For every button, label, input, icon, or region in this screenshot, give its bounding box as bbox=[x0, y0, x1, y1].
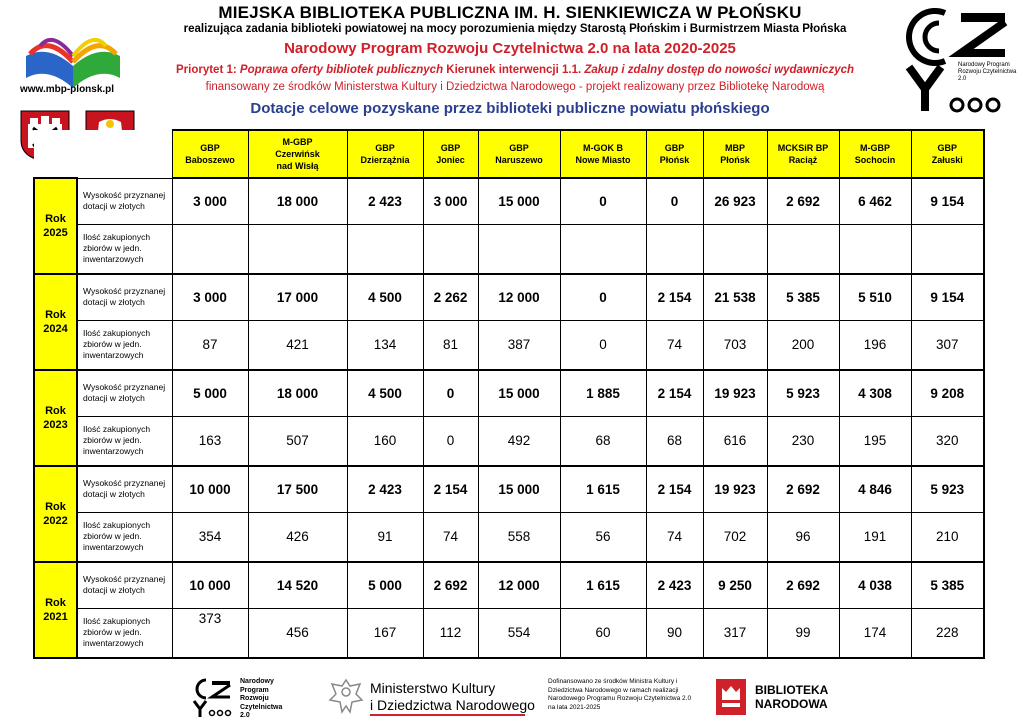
row-label-zbiory: Ilość zakupionych zbiorów w jedn. inwentarzowych bbox=[77, 512, 172, 562]
footer-nprc-text: Narodowy Program Rozwoju Czytelnictwa 2.0 bbox=[240, 678, 283, 719]
cofinance-text: Dofinansowano ze środków Ministra Kultury i Dziedzictwa Narodowego w ramach realizacji Narodowego Programu Rozwoju Czytelnictwa 2.0 na lata 2021-2025 bbox=[548, 678, 692, 711]
row-label-dotacja: Wysokość przyznanej dotacji w złotych bbox=[77, 178, 172, 224]
zbiory-cell: 373 bbox=[172, 608, 248, 658]
zbiory-cell: 0 bbox=[560, 320, 646, 370]
footer-nprc-icon bbox=[192, 678, 234, 718]
year-cell bbox=[34, 274, 77, 370]
dotacja-cell: 0 bbox=[560, 274, 646, 321]
dotacja-cell: 5 000 bbox=[347, 562, 423, 609]
library-name-line: GBP bbox=[509, 143, 529, 153]
dotacja-cell: 0 bbox=[646, 178, 703, 224]
library-name-line: M-GBP bbox=[282, 137, 313, 147]
dotacja-cell: 12 000 bbox=[478, 274, 560, 321]
row-label-zbiory: Ilość zakupionych zbiorów w jedn. inwentarzowych bbox=[77, 608, 172, 658]
zbiory-cell: 210 bbox=[911, 512, 984, 562]
zbiory-cell: 421 bbox=[248, 320, 347, 370]
library-header bbox=[911, 130, 984, 178]
library-name-line: Dzierzążnia bbox=[360, 155, 410, 165]
year-label: Rok bbox=[45, 596, 66, 609]
dotacja-cell: 4 500 bbox=[347, 274, 423, 321]
zbiory-cell bbox=[703, 224, 767, 274]
library-name-line: Płońsk bbox=[720, 155, 750, 165]
bn-text bbox=[755, 683, 828, 711]
section-heading: Dotacje celowe pozyskane przez biblioteki publiczne powiatu płońskiego bbox=[250, 100, 770, 117]
table-row-dotacja bbox=[34, 178, 984, 224]
library-name-line: GBP bbox=[375, 143, 395, 153]
table-row-dotacja bbox=[34, 274, 984, 321]
table-row-zbiory bbox=[34, 320, 984, 370]
table-row-dotacja bbox=[34, 370, 984, 417]
row-label-dotacja: Wysokość przyznanej dotacji w złotych bbox=[77, 466, 172, 513]
dotacja-cell: 26 923 bbox=[703, 178, 767, 224]
nprc-logo-text: Narodowy Program Rozwoju Czytelnictwa 2.0 bbox=[958, 62, 1017, 82]
table-row-dotacja bbox=[34, 466, 984, 513]
year-label: Rok bbox=[45, 212, 66, 225]
row-label-dotacja: Wysokość przyznanej dotacji w złotych bbox=[77, 562, 172, 609]
library-header bbox=[767, 130, 839, 178]
dotacja-cell: 5 510 bbox=[839, 274, 911, 321]
zbiory-cell bbox=[423, 224, 478, 274]
dotacja-cell: 9 208 bbox=[911, 370, 984, 417]
dotacja-cell: 10 000 bbox=[172, 562, 248, 609]
library-name-line: Nowe Miasto bbox=[575, 155, 631, 165]
zbiory-cell bbox=[248, 224, 347, 274]
zbiory-cell: 96 bbox=[767, 512, 839, 562]
zbiory-cell bbox=[839, 224, 911, 274]
dotacja-cell: 2 154 bbox=[423, 466, 478, 513]
library-name-line: Załuski bbox=[931, 155, 963, 165]
header-corner bbox=[34, 130, 172, 178]
zbiory-cell: 507 bbox=[248, 416, 347, 466]
grants-table bbox=[33, 129, 985, 659]
dotacja-cell: 6 462 bbox=[839, 178, 911, 224]
library-name-line: Naruszewo bbox=[495, 155, 543, 165]
zbiory-cell: 112 bbox=[423, 608, 478, 658]
bn-line-2: NARODOWA bbox=[755, 697, 828, 711]
dotacja-cell: 1 885 bbox=[560, 370, 646, 417]
zbiory-cell: 354 bbox=[172, 512, 248, 562]
zbiory-cell: 228 bbox=[911, 608, 984, 658]
zbiory-cell: 320 bbox=[911, 416, 984, 466]
dotacja-cell: 17 500 bbox=[248, 466, 347, 513]
dotacja-cell: 5 000 bbox=[172, 370, 248, 417]
dotacja-cell: 2 423 bbox=[347, 466, 423, 513]
zbiory-cell: 230 bbox=[767, 416, 839, 466]
dotacja-cell: 3 000 bbox=[172, 178, 248, 224]
library-name-line: Raciąż bbox=[788, 155, 818, 165]
dotacja-cell: 5 385 bbox=[911, 562, 984, 609]
zbiory-cell bbox=[347, 224, 423, 274]
year-number: 2025 bbox=[43, 226, 68, 239]
dotacja-cell: 15 000 bbox=[478, 178, 560, 224]
library-header bbox=[172, 130, 248, 178]
zbiory-cell: 191 bbox=[839, 512, 911, 562]
library-name-line: M-GOK B bbox=[583, 143, 623, 153]
zbiory-cell: 60 bbox=[560, 608, 646, 658]
dotacja-cell: 4 846 bbox=[839, 466, 911, 513]
zbiory-cell bbox=[911, 224, 984, 274]
dotacja-cell: 15 000 bbox=[478, 370, 560, 417]
zbiory-cell: 74 bbox=[646, 320, 703, 370]
table-row-zbiory bbox=[34, 224, 984, 274]
table-row-dotacja bbox=[34, 562, 984, 609]
zbiory-cell: 703 bbox=[703, 320, 767, 370]
table-row-zbiory bbox=[34, 608, 984, 658]
zbiory-cell: 195 bbox=[839, 416, 911, 466]
dotacja-cell: 12 000 bbox=[478, 562, 560, 609]
zbiory-cell: 99 bbox=[767, 608, 839, 658]
dotacja-cell: 2 692 bbox=[423, 562, 478, 609]
library-name-line: Czerwińsk bbox=[275, 149, 320, 159]
dotacja-cell: 2 154 bbox=[646, 466, 703, 513]
dotacja-cell: 14 520 bbox=[248, 562, 347, 609]
dotacja-cell: 2 262 bbox=[423, 274, 478, 321]
zbiory-cell: 387 bbox=[478, 320, 560, 370]
library-name-line: MBP bbox=[725, 143, 745, 153]
zbiory-cell: 167 bbox=[347, 608, 423, 658]
zbiory-cell: 307 bbox=[911, 320, 984, 370]
zbiory-cell: 91 bbox=[347, 512, 423, 562]
zbiory-cell: 87 bbox=[172, 320, 248, 370]
zbiory-cell: 160 bbox=[347, 416, 423, 466]
dotacja-cell: 1 615 bbox=[560, 466, 646, 513]
library-header bbox=[347, 130, 423, 178]
library-header bbox=[646, 130, 703, 178]
zbiory-cell bbox=[767, 224, 839, 274]
zbiory-cell: 317 bbox=[703, 608, 767, 658]
zbiory-cell: 68 bbox=[560, 416, 646, 466]
dotacja-cell: 4 038 bbox=[839, 562, 911, 609]
dotacja-cell: 17 000 bbox=[248, 274, 347, 321]
priority-line bbox=[140, 64, 890, 76]
zbiory-cell bbox=[560, 224, 646, 274]
zbiory-cell: 702 bbox=[703, 512, 767, 562]
dotacja-cell: 0 bbox=[423, 370, 478, 417]
dotacja-cell: 4 500 bbox=[347, 370, 423, 417]
priority-prefix: Priorytet 1: bbox=[175, 64, 240, 76]
year-label: Rok bbox=[45, 308, 66, 321]
library-header bbox=[839, 130, 911, 178]
dotacja-cell: 10 000 bbox=[172, 466, 248, 513]
table-row-zbiory bbox=[34, 512, 984, 562]
year-cell bbox=[34, 178, 77, 274]
zbiory-cell bbox=[646, 224, 703, 274]
zbiory-cell: 68 bbox=[646, 416, 703, 466]
zbiory-cell: 74 bbox=[646, 512, 703, 562]
dotacja-cell: 2 154 bbox=[646, 370, 703, 417]
dotacja-cell: 18 000 bbox=[248, 178, 347, 224]
zbiory-cell: 0 bbox=[423, 416, 478, 466]
library-header bbox=[703, 130, 767, 178]
dotacja-cell: 15 000 bbox=[478, 466, 560, 513]
library-header bbox=[248, 130, 347, 178]
dotacja-cell: 2 692 bbox=[767, 178, 839, 224]
priority-italic-2: Zakup i zdalny dostęp do nowości wydawniczych bbox=[584, 64, 855, 76]
financing-line: finansowany ze środków Ministerstwa Kultury i Dziedzictwa Narodowego - projekt realizowany przez Bibliotekę Narodową bbox=[205, 81, 825, 93]
libraries-header-row bbox=[34, 130, 984, 178]
library-name-line: Baboszewo bbox=[185, 155, 235, 165]
mbp-url[interactable]: www.mbp-plonsk.pl bbox=[20, 84, 115, 95]
priority-mid: Kierunek interwencji 1.1. bbox=[443, 64, 585, 76]
year-number: 2023 bbox=[43, 418, 68, 431]
year-cell bbox=[34, 370, 77, 466]
dotacja-cell: 3 000 bbox=[423, 178, 478, 224]
dotacja-cell: 2 692 bbox=[767, 562, 839, 609]
row-label-dotacja: Wysokość przyznanej dotacji w złotych bbox=[77, 274, 172, 321]
ministry-text bbox=[370, 680, 535, 714]
library-name-line: GBP bbox=[440, 143, 461, 153]
library-header bbox=[423, 130, 478, 178]
year-number: 2022 bbox=[43, 514, 68, 527]
ministry-line-1: Ministerstwo Kultury bbox=[370, 680, 496, 696]
program-title: Narodowy Program Rozwoju Czytelnictwa 2.0 na lata 2020-2025 bbox=[284, 40, 736, 57]
bn-line-1: BIBLIOTEKA bbox=[755, 683, 829, 697]
zbiory-cell: 616 bbox=[703, 416, 767, 466]
dotacja-cell: 0 bbox=[560, 178, 646, 224]
dotacja-cell: 2 692 bbox=[767, 466, 839, 513]
row-label-zbiory: Ilość zakupionych zbiorów w jedn. inwentarzowych bbox=[77, 416, 172, 466]
year-number: 2024 bbox=[43, 322, 68, 335]
dotacja-cell: 19 923 bbox=[703, 466, 767, 513]
year-label: Rok bbox=[45, 500, 66, 513]
zbiory-cell: 200 bbox=[767, 320, 839, 370]
dotacja-cell: 2 154 bbox=[646, 274, 703, 321]
table-row-zbiory bbox=[34, 416, 984, 466]
library-name-line: Sochocin bbox=[854, 155, 896, 165]
zbiory-cell bbox=[478, 224, 560, 274]
dotacja-cell: 1 615 bbox=[560, 562, 646, 609]
zbiory-cell: 74 bbox=[423, 512, 478, 562]
zbiory-cell: 174 bbox=[839, 608, 911, 658]
zbiory-cell bbox=[172, 224, 248, 274]
dotacja-cell: 19 923 bbox=[703, 370, 767, 417]
dotacja-cell: 2 423 bbox=[646, 562, 703, 609]
library-name-line: Płońsk bbox=[659, 155, 690, 165]
dotacja-cell: 5 923 bbox=[911, 466, 984, 513]
dotacja-cell: 9 154 bbox=[911, 274, 984, 321]
library-name-line: M-GBP bbox=[860, 143, 890, 153]
zbiory-cell: 134 bbox=[347, 320, 423, 370]
zbiory-cell: 554 bbox=[478, 608, 560, 658]
ministry-underline bbox=[370, 714, 525, 716]
ministry-line-2: i Dziedzictwa Narodowego bbox=[370, 697, 535, 713]
row-label-zbiory: Ilość zakupionych zbiorów w jedn. inwentarzowych bbox=[77, 224, 172, 274]
row-label-zbiory: Ilość zakupionych zbiorów w jedn. inwentarzowych bbox=[77, 320, 172, 370]
nprc-logo-icon bbox=[905, 5, 1015, 117]
library-name-line: nad Wisłą bbox=[276, 161, 319, 171]
bn-icon bbox=[715, 678, 747, 716]
year-number: 2021 bbox=[43, 610, 68, 623]
page-title: MIEJSKA BIBLIOTEKA PUBLICZNA IM. H. SIENKIEWICZA W PŁOŃSKU bbox=[218, 3, 802, 22]
year-cell bbox=[34, 562, 77, 658]
dotacja-cell: 3 000 bbox=[172, 274, 248, 321]
library-name-line: GBP bbox=[200, 143, 220, 153]
library-name-line: MCKSiR BP bbox=[777, 143, 829, 153]
zbiory-cell: 163 bbox=[172, 416, 248, 466]
zbiory-cell: 90 bbox=[646, 608, 703, 658]
zbiory-cell: 81 bbox=[423, 320, 478, 370]
dotacja-cell: 9 250 bbox=[703, 562, 767, 609]
year-label: Rok bbox=[45, 404, 66, 417]
library-header bbox=[560, 130, 646, 178]
zbiory-cell: 196 bbox=[839, 320, 911, 370]
zbiory-cell: 456 bbox=[248, 608, 347, 658]
row-label-dotacja: Wysokość przyznanej dotacji w złotych bbox=[77, 370, 172, 417]
page-subtitle: realizująca zadania biblioteki powiatowej na mocy porozumienia między Starostą Płońskim i Burmistrzem Miasta Płońska bbox=[183, 23, 847, 35]
zbiory-cell: 558 bbox=[478, 512, 560, 562]
priority-italic-1: Poprawa oferty bibliotek publicznych bbox=[239, 64, 444, 76]
dotacja-cell: 18 000 bbox=[248, 370, 347, 417]
zbiory-cell: 56 bbox=[560, 512, 646, 562]
zbiory-cell: 426 bbox=[248, 512, 347, 562]
dotacja-cell: 21 538 bbox=[703, 274, 767, 321]
library-header bbox=[478, 130, 560, 178]
eagle-icon bbox=[328, 676, 364, 716]
dotacja-cell: 4 308 bbox=[839, 370, 911, 417]
library-name-line: GBP bbox=[664, 143, 685, 153]
library-name-line: Joniec bbox=[436, 155, 465, 165]
dotacja-cell: 5 923 bbox=[767, 370, 839, 417]
dotacja-cell: 9 154 bbox=[911, 178, 984, 224]
dotacja-cell: 2 423 bbox=[347, 178, 423, 224]
zbiory-cell: 492 bbox=[478, 416, 560, 466]
library-name-line: GBP bbox=[937, 143, 957, 153]
year-cell bbox=[34, 466, 77, 562]
dotacja-cell: 5 385 bbox=[767, 274, 839, 321]
